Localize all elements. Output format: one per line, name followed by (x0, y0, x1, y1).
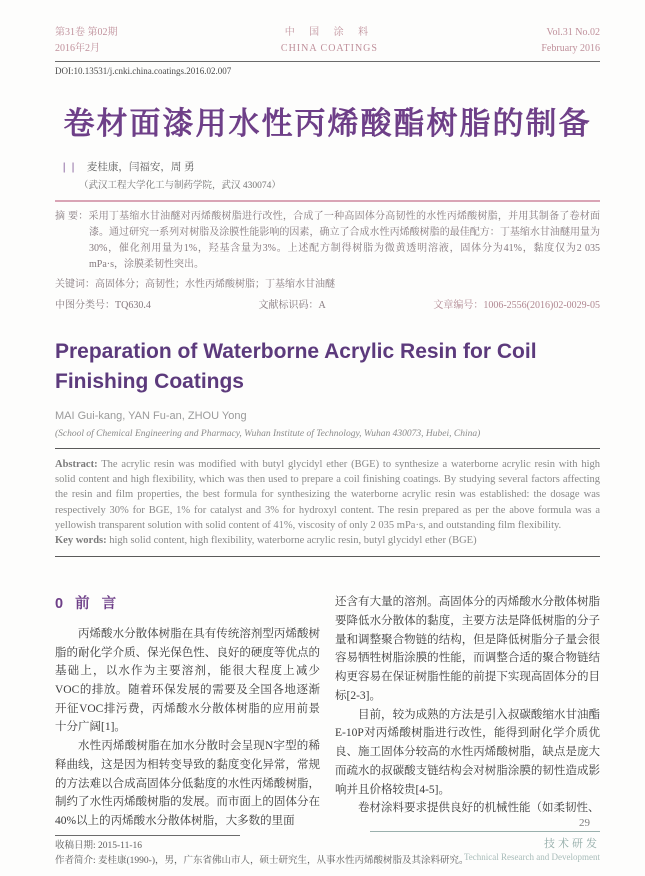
page-footer (370, 817, 600, 862)
received-date: 收稿日期: 2015-11-16 (55, 841, 142, 852)
body-columns (55, 593, 600, 831)
classification-row (55, 296, 600, 311)
keywords-en-label: Key words: (55, 534, 107, 546)
journal-name-en: CHINA COATINGS (280, 42, 378, 54)
keywords-cn: 高固体分；高韧性；水性丙烯酸树脂；丁基缩水甘油醚 (95, 279, 335, 290)
author-bio: 作者简介: 麦桂康(1990-)，男，广东省佛山市人，硕士研究生，从事水性丙烯酸树脂及其涂料研究。 (55, 856, 469, 867)
journal-name-cn: 中 国 涂 料 (284, 27, 375, 38)
footer-section-cn: 技术研发 (544, 838, 600, 850)
body-paragraph: 水性丙烯酸树脂在加水分散时会呈现N字型的稀释曲线，这是因为相转变导致的黏度变化异常，常规的方法难以合成高固体分低黏度的水性丙烯酸树脂，制约了水性丙烯酸树脂的发展。而市面上的固体分在40%以上的丙烯酸水分散体树脂，大多数的里面 (55, 740, 320, 828)
abstract-en-label: Abstract: (55, 458, 98, 470)
keywords-cn-row (55, 275, 600, 290)
authors-en: MAI Gui-kang, YAN Fu-an, ZHOU Yong (55, 409, 247, 422)
abstract-cn-text: 采用丁基缩水甘油醚对丙烯酸树脂进行改性，合成了一种高固体分高韧性的水性丙烯酸树脂，并用其制备了卷材面漆。通过研究一系列对树脂及涂膜性能影响的因素，确立了合成水性丙烯酸树脂的最佳配方：丁基缩水甘油醚用量为30%，催化剂用量为1%，羟基含量为3%。上述配方制得树脂为微黄透明溶液，固体分为41%，黏度仅为2 035 mPa·s，涂膜柔韧性突出。 (88, 211, 601, 270)
section-heading-intro: 0 前 言 (55, 596, 121, 613)
article-title-en: Preparation of Waterborne Acrylic Resin for Coil Finishing Coatings (55, 340, 537, 394)
article-id: 文章编号：1006-2556(2016)02-0029-05 (433, 300, 600, 311)
author-marker-bars: | | (63, 162, 77, 173)
header-vol-info (541, 25, 600, 56)
body-paragraph: 丙烯酸水分散体树脂在具有传统溶剂型丙烯酸树脂的耐化学介质、保光保色性、良好的硬度等优点的基础上，以水作为主要溶剂，能很大程度上减少VOC的排放。随着环保发展的需要及全国各地逐渐开征VOC排污费，丙烯酸水分散体树脂的应用前景十分广阔[1]。 (55, 627, 320, 734)
authors-cn: 麦桂康，闫福安，周 勇 (86, 162, 195, 173)
footnote-divider (55, 835, 240, 836)
doi-line: DOI:10.13531/j.cnki.china.coatings.2016.02.007 (55, 66, 232, 76)
vol-no-en: Vol.31 No.02 (546, 27, 600, 38)
authors-cn-row (55, 159, 600, 174)
issue-date-en: February 2016 (541, 42, 600, 54)
page-number: 29 (579, 817, 590, 829)
affiliation-en: (School of Chemical Engineering and Pharmacy, Wuhan Institute of Technology, Wuhan 430073, Hubei, China) (55, 429, 600, 449)
clc-number: 中图分类号：TQ630.4 (55, 300, 151, 311)
right-column (335, 593, 600, 831)
left-column (55, 593, 320, 831)
keywords-cn-label: 关键词： (55, 279, 95, 290)
volume-issue: 第31卷 第02期 (55, 27, 118, 38)
abstract-en (55, 457, 600, 557)
divider-pink (55, 200, 600, 202)
abstract-cn (55, 209, 600, 273)
issue-date-cn: 2016年2月 (55, 42, 100, 54)
document-code: 文献标识码：A (258, 300, 326, 311)
article-title-cn: 卷材面漆用水性丙烯酸酯树脂的制备 (63, 106, 592, 141)
abstract-en-text: The acrylic resin was modified with butyl glycidyl ether (BGE) to synthesize a waterborne acrylic resin with high solid content and high flexibility, which was then used to prepare a coil finishing coatings. By studying several factors affecting the resin and film properties, the best formula for synthesizing the waterborne acrylic resin was established: the dosage was respectively 30% for BGE, 1% for catalyst and 3% for hydroxyl content. The resin prepared as per the above formula was a yellowish transparent solution with solid content of 41%, viscosity of only 2 035 mPa·s, and outstanding film flexibility. (55, 458, 600, 531)
footer-divider (370, 831, 600, 832)
body-paragraph: 卷材涂料要求提供良好的机械性能（如柔韧性、 (358, 802, 600, 815)
footer-section-en: Technical Research and Development (463, 852, 600, 862)
header-issue-info (55, 25, 118, 56)
affiliation-cn: （武汉工程大学化工与制药学院，武汉 430074） (79, 181, 281, 191)
abstract-cn-label: 摘 要： (55, 211, 89, 222)
body-paragraph: 还含有大量的溶剂。高固体分的丙烯酸水分散体树脂要降低水分散体的黏度，主要方法是降低树脂的分子量和调整聚合物链的结构，但是降低树脂分子量会很容易牺牲树脂涂膜的性能，而调整合适的聚合物链结构更容易在保证树脂性能的前提下实现高固体分的目标[2-3]。 (335, 596, 600, 702)
keywords-en: high solid content, high flexibility, waterborne acrylic resin, butyl glycidyl ether (BGE) (106, 534, 477, 546)
journal-name (281, 25, 378, 56)
journal-header (55, 25, 600, 62)
body-paragraph: 目前，较为成熟的方法是引入叔碳酸缩水甘油酯E-10P对丙烯酸树脂进行改性，能得到耐化学介质优良、施工固体分较高的水性丙烯酸树脂，缺点是庞大而疏水的叔碳酸支链结构会对树脂涂膜的韧性造成影响并且价格较贵[4-5]。 (335, 708, 600, 796)
